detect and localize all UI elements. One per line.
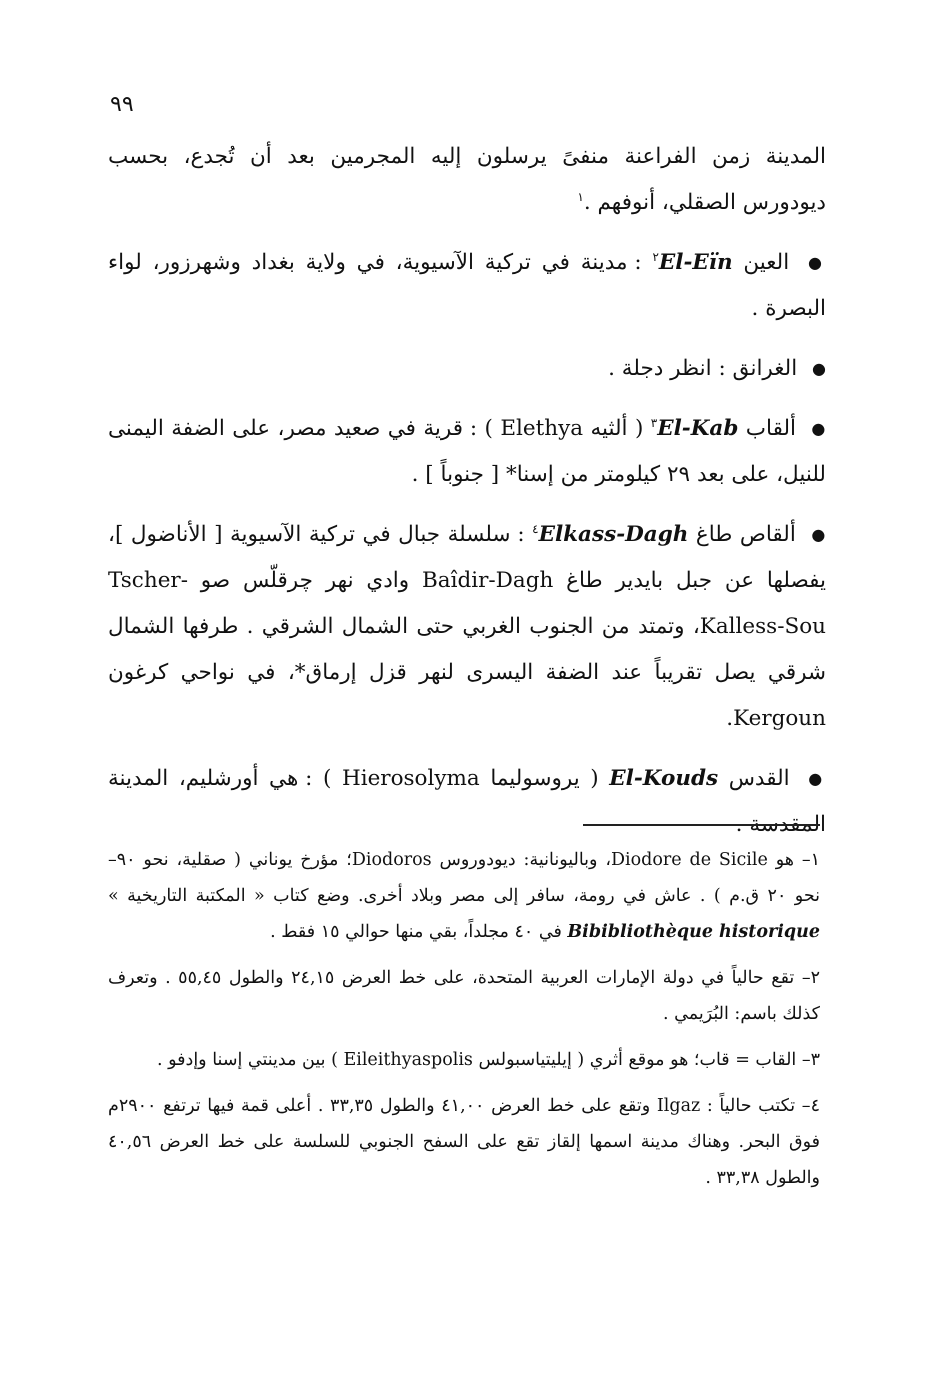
entry-paren: ( ألثيه Elethya ) bbox=[484, 416, 644, 441]
footnote-1 bbox=[108, 842, 820, 950]
footnote-1-text-a: ١– هو Diodore de Sicile، وباليونانية: ديودوروس Diodoros؛ مؤرخ يوناني ( صقلية، نحو ٩٠– نحو ٢٠ ق.م ) . عاش في رومة، سافر إلى مصر وبلاد أخرى. وضع كتاب « المكتبة التاريخية » bbox=[108, 850, 820, 906]
entry-text: : مدينة في تركية الآسيوية، في ولاية بغداد وشهرزور، لواء البصرة . bbox=[108, 250, 826, 321]
entry-el-ein bbox=[108, 240, 826, 332]
entry-text: : قرية في صعيد مصر، على الضفة اليمنى للنيل، على بعد ٢٩ كيلومتر من إسنا* [ جنوباً ] . bbox=[108, 416, 826, 487]
entry-term: ألقاب bbox=[745, 416, 796, 441]
entry-latin: El-Kouds bbox=[609, 766, 719, 791]
footnote-ref[interactable]: ٤ bbox=[532, 521, 539, 536]
entry-term: العين bbox=[743, 250, 790, 275]
intro-paragraph bbox=[108, 134, 826, 226]
footnote-3: ٣– القاب = قاب؛ هو موقع أثري ( إيليتياسبولس Eileithyaspolis ) بين مدينتي إسنا وإدفو . bbox=[157, 1050, 820, 1070]
entry-latin: El-Kab bbox=[657, 416, 739, 441]
bullet-icon: ● bbox=[808, 253, 826, 272]
footnote-2: ٢– تقع حالياً في دولة الإمارات العربية المتحدة، على خط العرض ٢٤,١٥ والطول ٥٥,٤٥ . وتعرف كذلك باسم: البُرَيمي . bbox=[108, 968, 820, 1024]
entry-text: : سلسلة جبال في تركية الآسيوية [ الأناضول ]، يفصلها عن جبل بايدير طاغ Baîdir-Dagh وادي نهر چرقلّس صو Tscher-Kalless-Sou، وتمتد من الجنوب الغربي حتى الشمال الشرقي . طرفها الشمال شرقي يصل تقريباً عند الضفة اليسرى لنهر قزل إرماق*، في نواحي كرغون Kergoun. bbox=[108, 522, 827, 731]
bullet-icon: ● bbox=[812, 359, 826, 378]
entry-el-kouds bbox=[108, 756, 826, 848]
footnote-4: ٤– تكتب حالياً : Ilgaz وتقع على خط العرض ٤١,٠٠ والطول ٣٣,٣٥ . أعلى قمة فيها ترتفع ٢٩٠٠م فوق البحر. وهناك مدينة اسمها إلقاز تقع على السفح الجنوبي للسلسة على خط العرض ٤٠,٥٦ والطول ٣٣,٣٨ . bbox=[108, 1096, 820, 1188]
entry-latin: El-Eïn bbox=[658, 250, 733, 275]
entry-term: الغرانق bbox=[732, 356, 798, 381]
entry-el-kab bbox=[108, 406, 826, 498]
entry-al-gharaniq bbox=[108, 346, 826, 392]
footnote-divider bbox=[583, 824, 820, 826]
entry-term: القدس bbox=[728, 766, 790, 791]
footnote-ref[interactable]: ٢ bbox=[652, 249, 659, 264]
footnote-ref[interactable]: ٣ bbox=[650, 415, 658, 430]
bullet-icon: ● bbox=[811, 525, 826, 544]
entry-latin: Elkass-Dagh bbox=[538, 522, 689, 547]
entry-term: ألقاص طاغ bbox=[695, 522, 796, 547]
bullet-icon: ● bbox=[811, 419, 826, 438]
entry-paren: ( يروسوليما Hierosolyma ) bbox=[322, 766, 599, 791]
footnote-1-title: Bibibliothèque historique bbox=[567, 922, 820, 942]
intro-text: المدينة زمن الفراعنة منفىً يرسلون إليه المجرمين بعد أن تُجدع، بحسب ديودورس الصقلي، أنوفهم . bbox=[108, 144, 826, 215]
entry-elkass-dagh bbox=[108, 512, 826, 742]
intro-footnote-ref[interactable]: ١ bbox=[577, 189, 584, 204]
main-text bbox=[108, 134, 826, 862]
footnote-1-text-b: في ٤٠ مجلداً، بقي منها حوالي ١٥ فقط . bbox=[270, 922, 562, 942]
entry-text: : انظر دجلة . bbox=[608, 356, 726, 381]
footnotes bbox=[108, 842, 820, 1206]
entry-text: : هي أورشليم، المدينة المقدسة . bbox=[108, 766, 826, 837]
page-number: ٩٩ bbox=[110, 92, 134, 117]
bullet-icon: ● bbox=[808, 769, 826, 788]
